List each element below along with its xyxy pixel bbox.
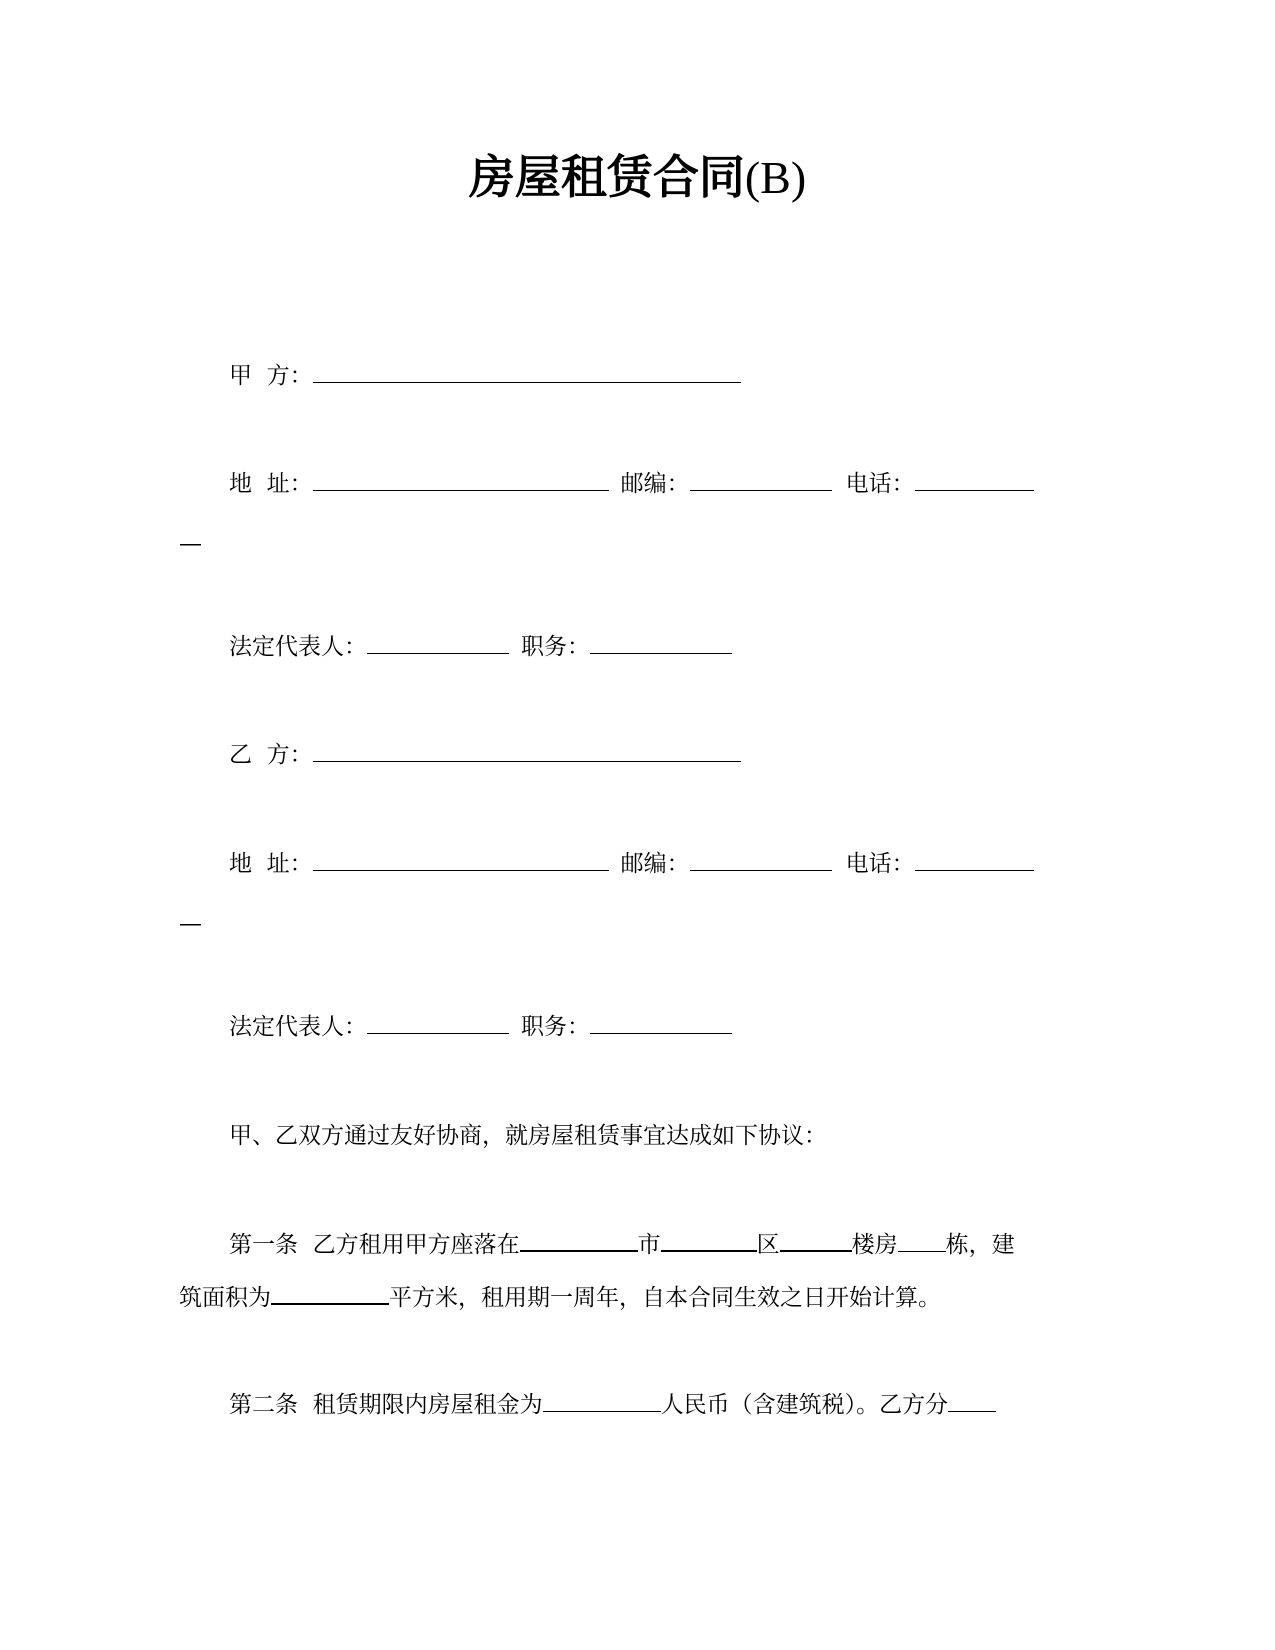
article1-head: 第一条 乙方租用甲方座落在 bbox=[229, 1232, 520, 1258]
party-a-position-label: 职务： bbox=[521, 634, 590, 660]
party-a-name-label: 甲 方： bbox=[229, 363, 313, 389]
article1-city-blank[interactable] bbox=[520, 1229, 638, 1252]
preamble: 甲、乙双方通过友好协商，就房屋租赁事宜达成如下协议： bbox=[229, 1123, 827, 1149]
party-a-name-blank[interactable] bbox=[313, 361, 741, 383]
party-b-address-blank[interactable] bbox=[313, 849, 609, 871]
party-a-phone-label: 电话： bbox=[845, 471, 915, 497]
party-a-rep-line bbox=[229, 632, 732, 662]
article1-area-blank[interactable] bbox=[271, 1282, 389, 1305]
article2-line1 bbox=[229, 1390, 996, 1420]
party-b-phone-blank[interactable] bbox=[915, 849, 1034, 871]
party-a-rep-blank[interactable] bbox=[367, 632, 509, 654]
party-a-rep-label: 法定代表人： bbox=[229, 634, 367, 660]
article1-line1 bbox=[229, 1229, 1015, 1260]
page-title bbox=[0, 147, 1275, 208]
party-a-address-line bbox=[229, 469, 1034, 499]
party-a-address-blank[interactable] bbox=[313, 469, 609, 491]
party-b-postcode-label: 邮编： bbox=[620, 851, 690, 877]
article1-district-label: 区 bbox=[756, 1232, 780, 1258]
title-main: 房屋租赁合同 bbox=[468, 150, 745, 204]
article1-block-label: 栋，建 bbox=[945, 1232, 1015, 1258]
party-b-address-line bbox=[229, 849, 1034, 879]
party-b-rep-blank[interactable] bbox=[367, 1012, 509, 1034]
article2-head: 第二条 租赁期限内房屋租金为 bbox=[229, 1392, 543, 1418]
party-b-position-blank[interactable] bbox=[590, 1012, 732, 1034]
party-a-phone-blank[interactable] bbox=[915, 469, 1034, 491]
party-b-name-blank[interactable] bbox=[313, 740, 741, 762]
article1-rest: 平方米，租用期一周年，自本合同生效之日开始计算。 bbox=[389, 1285, 941, 1311]
party-b-rep-label: 法定代表人： bbox=[229, 1014, 367, 1040]
article1-line2 bbox=[179, 1282, 941, 1313]
article1-building-label: 楼房 bbox=[851, 1232, 898, 1258]
party-b-phone-continuation: — bbox=[179, 911, 202, 937]
article1-district-blank[interactable] bbox=[661, 1229, 757, 1252]
party-b-phone-label: 电话： bbox=[845, 851, 915, 877]
article2-installment-blank[interactable] bbox=[948, 1390, 996, 1412]
party-b-rep-line bbox=[229, 1012, 732, 1042]
article1-area-prefix: 筑面积为 bbox=[179, 1285, 271, 1311]
article1-building-blank[interactable] bbox=[780, 1229, 852, 1252]
party-b-position-label: 职务： bbox=[521, 1014, 590, 1040]
title-suffix: (B) bbox=[744, 152, 807, 203]
party-b-address-label: 地 址： bbox=[229, 851, 313, 877]
article2-rent-blank[interactable] bbox=[543, 1390, 661, 1412]
party-a-postcode-blank[interactable] bbox=[690, 469, 832, 491]
article1-city-label: 市 bbox=[637, 1232, 661, 1258]
article2-rest: 人民币（含建筑税）。乙方分 bbox=[660, 1392, 949, 1418]
party-b-name-line bbox=[229, 740, 741, 770]
party-a-address-label: 地 址： bbox=[229, 471, 313, 497]
party-a-phone-continuation: — bbox=[179, 531, 202, 557]
party-a-name-line bbox=[229, 361, 741, 391]
article1-block-blank[interactable] bbox=[898, 1230, 946, 1252]
party-a-position-blank[interactable] bbox=[590, 632, 732, 654]
party-b-name-label: 乙 方： bbox=[229, 742, 313, 768]
party-b-postcode-blank[interactable] bbox=[690, 849, 832, 871]
party-a-postcode-label: 邮编： bbox=[620, 471, 690, 497]
